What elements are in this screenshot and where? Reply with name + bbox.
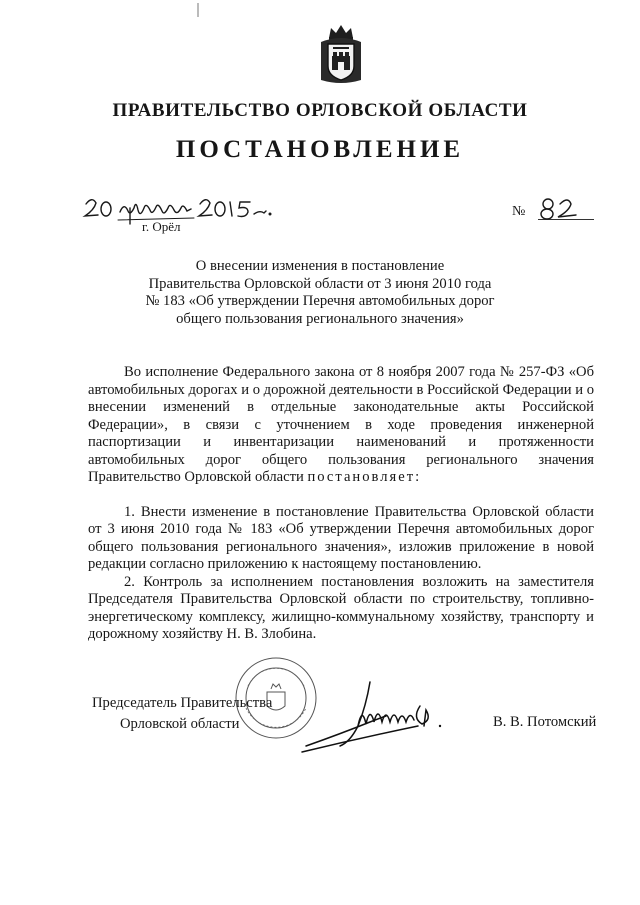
preamble-verb: постановляет:	[307, 469, 422, 485]
position-line-1: Председатель Правительства	[92, 695, 273, 711]
city-label: г. Орёл	[142, 219, 181, 234]
signatory-position	[92, 693, 272, 735]
preamble-text: Во исполнение Федерального закона от 8 ноября 2007 года № 257-ФЗ «Об автомобильных дорогах и о дорожной деятельности в Российской Федерации и о внесении изменений в отдельные законодательные акты Российской Федерации», в связи с уточнением в ходе проведения инженерной паспортизации и инвентаризации наименований и протяженности автомобильных дорог общего пользования регионального значения Правительство Орловской области	[88, 364, 594, 485]
government-title: ПРАВИТЕЛЬСТВО ОРЛОВСКОЙ ОБЛАСТИ	[112, 100, 528, 121]
handwritten-date	[82, 194, 287, 228]
preamble-paragraph	[88, 364, 594, 487]
handwritten-number	[538, 196, 588, 222]
item-1-paragraph: 1. Внести изменение в постановление Правительства Орловской области от 3 июня 2010 года № 183 «Об утверждении Перечня автомобильных дорог общего пользования регионального значения», изложив приложение в новой редакции согласно приложению к настоящему постановлению.	[88, 503, 594, 572]
subject-line: общего пользования регионального значения»	[176, 310, 464, 327]
item-2-paragraph: 2. Контроль за исполнением постановления возложить на заместителя Председателя Правительства Орловской области по строительству, топливно-энергетическому комплексу, жилищно-коммунальному хозяйству, транспорту и дорожному хозяйству Н. В. Злобина.	[88, 573, 594, 642]
document-type-title: ПОСТАНОВЛЕНИЕ	[175, 136, 465, 163]
corner-mark	[196, 3, 200, 17]
handwritten-signature-icon	[300, 676, 450, 756]
document-subject	[0, 258, 640, 328]
orel-region-coat-of-arms-icon	[318, 22, 364, 86]
number-label: №	[512, 204, 526, 219]
subject-line: О внесении изменения в постановление	[195, 258, 445, 274]
position-line-2: Орловской области	[120, 716, 240, 732]
signatory-name: В. В. Потомский	[493, 714, 597, 730]
subject-line: № 183 «Об утверждении Перечня автомобильных дорог	[145, 293, 495, 309]
subject-line: Правительства Орловской области от 3 июня 2010 года	[148, 275, 492, 292]
document-body	[88, 364, 594, 644]
